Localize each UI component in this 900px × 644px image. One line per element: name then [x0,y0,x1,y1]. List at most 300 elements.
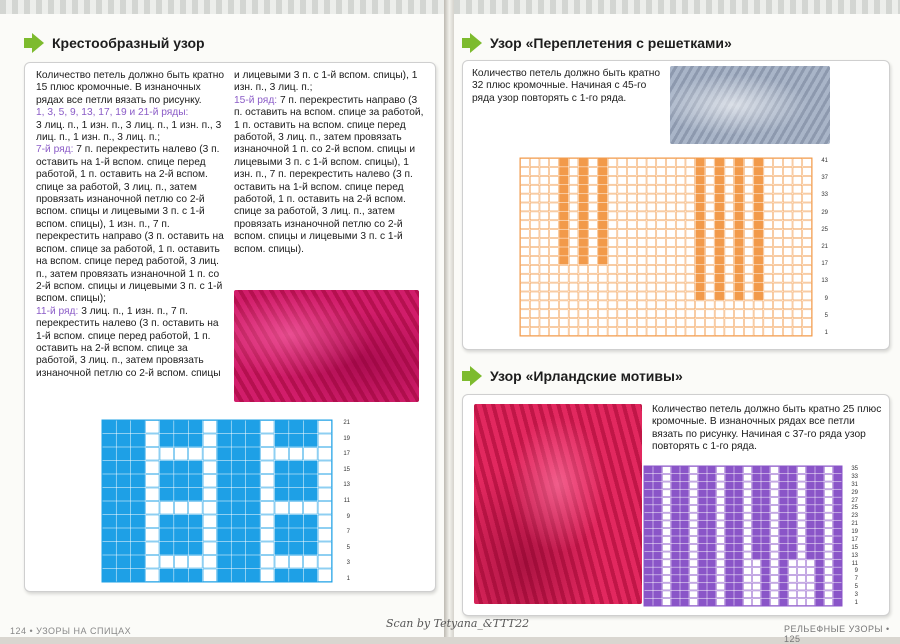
chart-cell [657,203,666,211]
chart-cell [744,167,753,175]
chart-cell [672,498,680,505]
chart-cell [261,461,274,474]
chart-cell [672,505,680,512]
chart-cell [717,568,725,575]
chart-cell [540,265,549,273]
chart-cell [654,552,662,559]
chart-cell [579,167,588,175]
chart-cell [261,529,274,542]
chart-cell [753,467,761,474]
chart-cell [681,560,689,567]
chart-cell [647,239,656,247]
chart-cell [705,185,714,193]
chart-cell [753,591,761,598]
chart-cell [550,194,559,202]
chart-cell [686,292,695,300]
chart-cell [246,556,259,569]
chart-cell [676,328,685,336]
chart-cell [754,167,763,175]
row-number: 1 [854,600,858,606]
chart-cell [705,159,714,167]
chart-cell [725,274,734,282]
chart-cell [569,185,578,193]
chart-cell [715,274,724,282]
chart-cell [647,301,656,309]
chart-cell [764,301,773,309]
chart-cell [654,583,662,590]
chart-cell [232,421,245,434]
chart-cell [559,283,568,291]
chart-cell [690,482,698,489]
chart-cell [540,194,549,202]
chart-cell [275,569,288,582]
chart-cell [647,221,656,229]
chart-cell [803,176,812,184]
chart-cell [521,256,530,264]
chart-cell [753,529,761,536]
chart-cell [717,467,725,474]
chart-cell [146,475,159,488]
chart-cell [798,513,806,520]
row-number: 21 [821,244,828,250]
chart-cell [717,529,725,536]
chart-cell [618,194,627,202]
row-number: 15 [343,466,350,473]
chart-cell [645,505,653,512]
chart-cell [690,490,698,497]
irish-text: Количество петель должно быть кратно 25 плюс кромочные. В изнаночных рядах все петли вязать по рисунку. Начиная с 37-го ряда узор повторять с 1-го ряда. [652,404,882,453]
chart-cell [789,537,797,544]
chart-cell [793,203,802,211]
row-number: 11 [343,498,350,504]
chart-cell [628,159,637,167]
chart-cell [246,421,259,434]
chart-cell [103,421,116,434]
chart-cell [783,230,792,238]
chart-cell [521,319,530,327]
chart-cell [598,167,607,175]
chart-cell [764,328,773,336]
chart-cell [699,482,707,489]
chart-cell [726,498,734,505]
chart-cell [589,203,598,211]
chart-cell [608,328,617,336]
chart-cell [261,421,274,434]
chart-cell [663,482,671,489]
chart-cell [608,301,617,309]
chart-cell [160,569,173,582]
chart-cell [618,319,627,327]
chart-cell [672,575,680,582]
chart-cell [540,185,549,193]
chart-cell [131,556,144,569]
chart-cell [261,542,274,555]
chart-cell [521,248,530,256]
chart-cell [807,537,815,544]
chart-cell [559,212,568,220]
chart-cell [117,488,130,501]
chart-cell [131,542,144,555]
chart-cell [579,265,588,273]
chart-cell [569,256,578,264]
chart-cell [645,474,653,481]
chart-cell [705,292,714,300]
chart-cell [807,474,815,481]
chart-cell [764,185,773,193]
chart-cell [793,212,802,220]
chart-cell [579,194,588,202]
chart-cell [676,319,685,327]
chart-cell [807,490,815,497]
chart-cell [715,194,724,202]
chart-cell [754,212,763,220]
chart-cell [686,328,695,336]
chart-cell [816,482,824,489]
chart-cell [735,256,744,264]
chart-cell [676,265,685,273]
chart-cell [735,212,744,220]
chart-cell [550,256,559,264]
chart-cell [667,292,676,300]
chart-cell [764,221,773,229]
chart-cell [789,498,797,505]
chart-cell [657,265,666,273]
chart-cell [657,194,666,202]
chart-cell [681,482,689,489]
chart-cell [803,194,812,202]
chart-cell [645,544,653,551]
chart-cell [663,467,671,474]
chart-cell [608,310,617,318]
chart-cell [663,560,671,567]
chart-cell [816,467,824,474]
chart-cell [589,292,598,300]
chart-cell [789,591,797,598]
left-footer: 124 • УЗОРЫ НА СПИЦАХ [10,626,132,636]
chart-cell [569,319,578,327]
chart-cell [318,542,331,555]
chart-cell [735,194,744,202]
chart-cell [717,591,725,598]
chart-cell [681,490,689,497]
chart-cell [735,537,743,544]
chart-cell [117,502,130,515]
chart-cell [521,203,530,211]
chart-cell [696,328,705,336]
chart-cell [696,203,705,211]
chart-cell [676,221,685,229]
chart-cell [725,185,734,193]
chart-cell [834,521,842,528]
chart-cell [618,203,627,211]
chart-cell [816,474,824,481]
chart-cell [793,194,802,202]
chart-cell [160,529,173,542]
chart-cell [637,328,646,336]
chart-cell [816,560,824,567]
chart-cell [608,185,617,193]
chart-cell [803,248,812,256]
chart-cell [203,556,216,569]
interlace-chart [520,158,812,336]
chart-cell [550,230,559,238]
chart-cell [654,568,662,575]
chart-cell [117,475,130,488]
chart-cell [550,301,559,309]
chart-cell [735,176,744,184]
chart-cell [735,529,743,536]
chart-cell [559,265,568,273]
row-number: 1 [824,330,828,336]
chart-cell [774,301,783,309]
chart-cell [715,283,724,291]
chart-cell [780,599,788,606]
chart-cell [744,591,752,598]
chart-cell [608,194,617,202]
chart-cell [579,292,588,300]
chart-cell [744,301,753,309]
chart-cell [232,569,245,582]
chart-cell [657,221,666,229]
chart-cell [657,230,666,238]
chart-cell [628,256,637,264]
chart-cell [816,505,824,512]
cross-col2 [234,70,424,256]
chart-cell [717,537,725,544]
chart-cell [160,434,173,447]
chart-cell [753,599,761,606]
chart-cell [735,575,743,582]
chart-cell [754,194,763,202]
chart-cell [708,529,716,536]
row-number: 19 [851,529,858,536]
chart-cell [744,176,753,184]
chart-cell [654,490,662,497]
chart-cell [530,212,539,220]
chart-cell [189,434,202,447]
chart-cell [218,529,231,542]
chart-cell [117,448,130,461]
chart-cell [174,529,187,542]
chart-cell [275,448,288,461]
chart-cell [663,537,671,544]
chart-cell [699,529,707,536]
chart-cell [657,176,666,184]
chart-cell [774,283,783,291]
row-number: 5 [346,544,350,551]
chart-cell [744,537,752,544]
chart-cell [637,319,646,327]
chart-cell [754,256,763,264]
chart-cell [647,256,656,264]
chart-cell [793,176,802,184]
chart-cell [686,319,695,327]
chart-cell [735,599,743,606]
chart-cell [628,301,637,309]
chart-cell [715,301,724,309]
chart-cell [218,556,231,569]
chart-cell [708,505,716,512]
chart-cell [569,310,578,318]
chart-cell [771,467,779,474]
chart-cell [686,248,695,256]
chart-cell [559,310,568,318]
chart-cell [608,265,617,273]
chart-cell [789,544,797,551]
chart-cell [608,319,617,327]
chart-cell [647,274,656,282]
title-irish-pattern: Узор «Ирландские мотивы» [490,368,683,384]
chart-cell [725,310,734,318]
chart-cell [103,502,116,515]
chart-cell [717,513,725,520]
chart-cell [174,556,187,569]
irish-chart [644,466,842,606]
chart-cell [686,194,695,202]
chart-cell [774,185,783,193]
chart-cell [521,328,530,336]
chart-cell [816,583,824,590]
chart-cell [189,529,202,542]
rows-label-1: 1, 3, 5, 9, 13, 17, 19 и 21-й ряды: [36,107,189,119]
chart-cell [783,319,792,327]
chart-cell [261,556,274,569]
chart-cell [667,194,676,202]
chart-cell [696,176,705,184]
chart-cell [699,568,707,575]
chart-cell [690,591,698,598]
chart-cell [289,421,302,434]
chart-cell [744,505,752,512]
chart-cell [726,474,734,481]
chart-cell [289,569,302,582]
chart-cell [686,185,695,193]
chart-cell [647,310,656,318]
chart-cell [807,544,815,551]
chart-cell [762,537,770,544]
chart-cell [261,448,274,461]
chart-cell [289,502,302,515]
chart-cell [807,482,815,489]
title-cross-pattern: Крестообразный узор [52,35,205,51]
chart-cell [764,239,773,247]
chart-cell [131,421,144,434]
row-number: 13 [821,278,828,285]
chart-cell [708,474,716,481]
chart-cell [618,283,627,291]
chart-cell [628,292,637,300]
chart-cell [618,167,627,175]
row-number: 29 [851,489,858,496]
chart-cell [681,537,689,544]
chart-cell [780,575,788,582]
chart-cell [131,515,144,528]
row-number: 3 [346,560,350,567]
chart-cell [793,310,802,318]
chart-cell [764,230,773,238]
chart-cell [521,239,530,247]
chart-cell [753,505,761,512]
chart-cell [203,421,216,434]
chart-cell [744,159,753,167]
chart-cell [807,560,815,567]
chart-cell [672,537,680,544]
chart-cell [793,292,802,300]
chart-cell [530,167,539,175]
chart-cell [783,292,792,300]
chart-cell [681,521,689,528]
chart-cell [569,283,578,291]
chart-cell [521,283,530,291]
chart-cell [275,515,288,528]
chart-cell [550,221,559,229]
chart-cell [657,239,666,247]
chart-cell [774,203,783,211]
chart-cell [618,159,627,167]
chart-cell [816,591,824,598]
row-number: 29 [821,209,828,216]
section-title-cross [24,33,205,53]
chart-cell [589,301,598,309]
chart-cell [715,239,724,247]
chart-cell [816,599,824,606]
chart-cell [726,513,734,520]
chart-cell [825,560,833,567]
chart-cell [681,552,689,559]
chart-cell [807,575,815,582]
chart-cell [304,421,317,434]
chart-cell [771,513,779,520]
chart-cell [744,230,753,238]
chart-cell [754,239,763,247]
row-number: 33 [851,473,858,480]
chart-cell [725,248,734,256]
chart-cell [589,221,598,229]
chart-cell [647,328,656,336]
chart-cell [146,461,159,474]
chart-cell [608,239,617,247]
chart-cell [318,448,331,461]
chart-cell [803,328,812,336]
chart-cell [735,560,743,567]
chart-cell [672,599,680,606]
interlace-photo [670,66,830,144]
chart-cell [744,256,753,264]
row-number: 3 [854,592,858,599]
chart-cell [686,167,695,175]
chart-cell [550,265,559,273]
chart-cell [589,185,598,193]
chart-cell [550,176,559,184]
chart-cell [816,575,824,582]
chart-cell [764,176,773,184]
chart-cell [753,474,761,481]
chart-cell [569,194,578,202]
chart-cell [774,292,783,300]
chart-cell [608,248,617,256]
chart-cell [672,467,680,474]
chart-cell [304,502,317,515]
chart-cell [261,502,274,515]
chart-cell [735,310,744,318]
chart-cell [645,490,653,497]
chart-cell [608,274,617,282]
chart-cell [681,583,689,590]
chart-cell [647,292,656,300]
chart-cell [771,544,779,551]
chart-cell [725,265,734,273]
chart-cell [628,176,637,184]
